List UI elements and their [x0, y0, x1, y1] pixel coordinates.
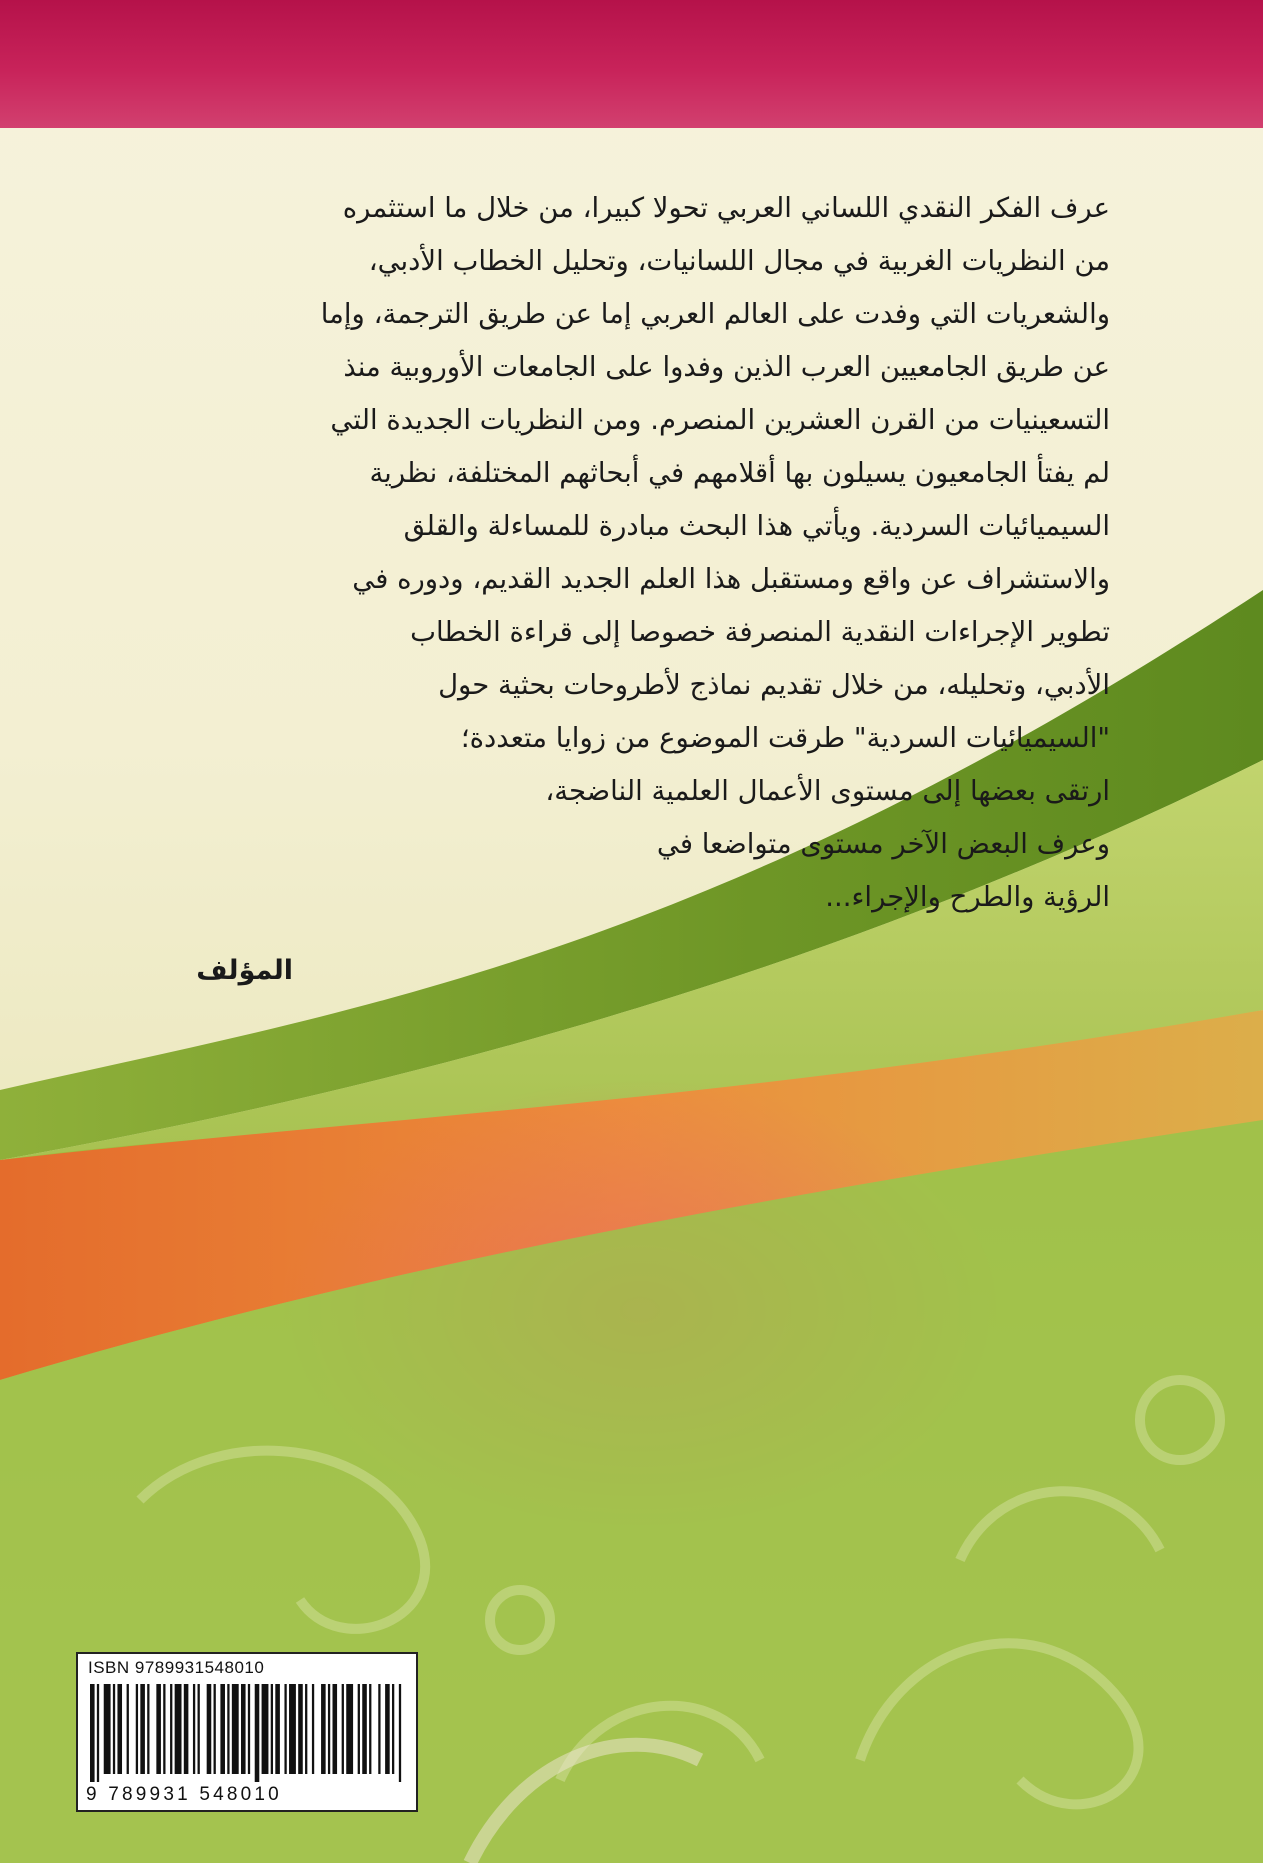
barcode-bar	[104, 1684, 111, 1774]
blurb-line: التسعينيات من القرن العشرين المنصرم. ومن النظريات الجديدة التي	[330, 404, 1110, 436]
barcode-bar	[362, 1684, 367, 1774]
barcode-bar	[328, 1684, 330, 1774]
barcode-bar	[156, 1684, 161, 1774]
barcode-bar	[136, 1684, 138, 1774]
barcode-bars	[90, 1684, 408, 1782]
barcode-bar	[321, 1684, 326, 1774]
blurb-line: وعرف البعض الآخر مستوى متواضعا في	[656, 828, 1110, 860]
barcode-bar	[227, 1684, 229, 1774]
blurb-line: عن طريق الجامعيين العرب الذين وفدوا على الجامعات الأوروبية منذ	[343, 351, 1110, 383]
barcode-digits: 9 789931 548010	[86, 1784, 282, 1805]
barcode-bar	[262, 1684, 269, 1774]
barcode-bar	[312, 1684, 314, 1774]
barcode-bar	[113, 1684, 115, 1774]
barcode-bar	[127, 1684, 129, 1774]
barcode-bar	[232, 1684, 239, 1774]
barcode-bar	[333, 1684, 338, 1774]
barcode-bar	[399, 1684, 401, 1782]
barcode-bar	[90, 1684, 95, 1782]
blurb-line: عرف الفكر النقدي اللساني العربي تحولا كبيرا، من خلال ما استثمره	[342, 192, 1110, 224]
barcode-bar	[198, 1684, 200, 1774]
blurb-line: لم يفتأ الجامعيون يسيلون بها أقلامهم في أبحاثهم المختلفة، نظرية	[369, 457, 1110, 489]
barcode-bar	[342, 1684, 344, 1774]
isbn-label: ISBN 9789931548010	[88, 1658, 265, 1677]
blurb-line: تطوير الإجراءات النقدية المنصرفة خصوصا إلى قراءة الخطاب	[410, 616, 1110, 648]
blurb-line: من النظريات الغربية في مجال اللسانيات، وتحليل الخطاب الأدبي،	[368, 245, 1110, 277]
barcode-bar	[255, 1684, 260, 1782]
barcode-bar	[392, 1684, 394, 1774]
barcode-bar	[289, 1684, 296, 1774]
isbn-barcode	[76, 1652, 418, 1812]
blurb-line: الرؤية والطرح والإجراء...	[825, 881, 1110, 913]
blurb-line: "السيميائيات السردية" طرقت الموضوع من زوايا متعددة؛	[460, 722, 1110, 754]
barcode-bar	[284, 1684, 286, 1774]
barcode-bar	[175, 1684, 182, 1774]
barcode-bar	[275, 1684, 280, 1774]
barcode-bar	[241, 1684, 246, 1774]
blurb-line: ارتقى بعضها إلى مستوى الأعمال العلمية الناضجة،	[545, 775, 1110, 807]
blurb-line: والاستشراف عن واقع ومستقبل هذا العلم الجديد القديم، ودوره في	[352, 563, 1110, 595]
barcode-bar	[193, 1684, 195, 1774]
barcode-bar	[358, 1684, 360, 1774]
back-cover-blurb	[190, 182, 1110, 924]
barcode-bar	[184, 1684, 189, 1774]
barcode-bar	[163, 1684, 165, 1774]
author-signature: المؤلف	[196, 955, 293, 986]
barcode-bar	[170, 1684, 172, 1774]
blurb-line: السيميائيات السردية. ويأتي هذا البحث مبادرة للمساءلة والقلق	[403, 510, 1110, 542]
barcode-bar	[248, 1684, 250, 1774]
barcode-bar	[140, 1684, 145, 1774]
barcode-bar	[214, 1684, 216, 1774]
blurb-line: والشعريات التي وفدت على العالم العربي إما عن طريق الترجمة، وإما	[320, 298, 1110, 330]
barcode-bar	[117, 1684, 122, 1774]
barcode-bar	[271, 1684, 273, 1774]
barcode-bar	[147, 1684, 149, 1774]
barcode-bar	[305, 1684, 307, 1774]
barcode-bar	[378, 1684, 380, 1774]
barcode-bar	[369, 1684, 371, 1774]
barcode-bar	[97, 1684, 99, 1782]
barcode-bar	[385, 1684, 390, 1774]
barcode-bar	[298, 1684, 303, 1774]
barcode-bar	[207, 1684, 212, 1774]
blurb-line: الأدبي، وتحليله، من خلال تقديم نماذج لأطروحات بحثية حول	[438, 669, 1110, 701]
barcode-bar	[220, 1684, 225, 1774]
barcode-bar	[346, 1684, 353, 1774]
